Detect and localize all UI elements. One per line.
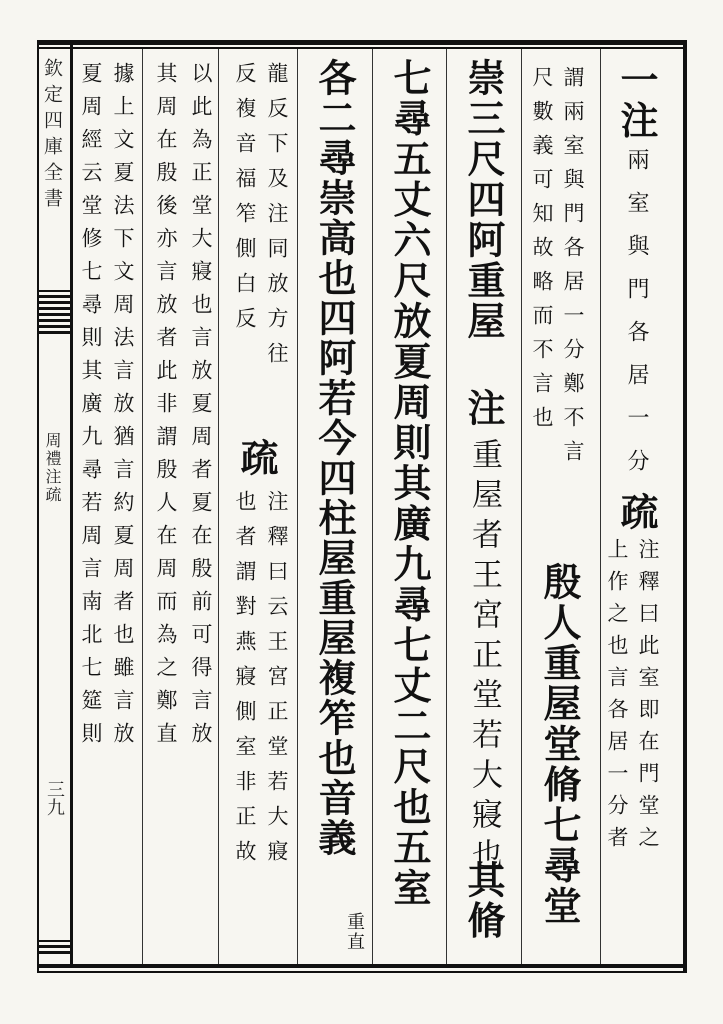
bottom-border	[37, 964, 687, 968]
annotation-text: 兩室與門各居一分	[624, 148, 649, 492]
main-text: 七尋五丈六尺放夏周則其廣九尋七丈二尺也五室	[387, 58, 432, 909]
annotation-text: 也者謂對燕寢側室非正故	[233, 490, 257, 875]
annotation-text: 據上文夏法下文周法言放猶言約夏周者也雖言放	[111, 62, 135, 755]
column-divider	[446, 49, 447, 964]
annotation-text: 重屋者王宮正堂若大寢也	[466, 438, 502, 878]
column-divider	[297, 49, 298, 964]
main-text: 殷人重屋堂脩七尋堂	[537, 562, 582, 927]
column-divider	[372, 49, 373, 964]
fishtail-mark	[39, 290, 70, 334]
annotation-text: 注釋曰云王宮正堂若大寢	[265, 490, 289, 875]
left-border	[37, 40, 39, 973]
annotation-text: 龍反下及注同放方往	[265, 62, 289, 377]
main-text: 各二尋崇高也四阿若今四柱屋重屋複笮也音義	[312, 58, 357, 858]
main-text: 一注	[614, 60, 659, 141]
column-divider	[600, 49, 601, 964]
fishtail-mark-lower	[39, 940, 70, 954]
book-title: 欽定四庫全書	[41, 58, 63, 214]
page-number: 三九	[44, 780, 65, 816]
section-title: 周禮注疏	[43, 432, 62, 504]
annotation-marker: 注	[461, 388, 506, 429]
main-text: 崇三尺四阿重屋	[461, 58, 506, 342]
commentary-marker: 疏	[234, 438, 279, 479]
commentary-marker: 疏	[614, 492, 659, 533]
annotation-text: 其周在殷後亦言放者此非謂殷人在周而為之鄭直	[154, 62, 178, 755]
annotation-text: 以此為正堂大寢也言放夏周者夏在殷前可得言放	[189, 62, 213, 755]
top-border-inner	[37, 47, 687, 49]
annotation-text: 重直	[344, 912, 365, 952]
annotation-text: 謂兩室與門各居一分鄭不言	[561, 66, 585, 474]
column-divider	[142, 49, 143, 964]
right-border	[683, 40, 687, 973]
annotation-text: 夏周經云堂修七尋則其廣九尋若周言南北七筵則	[79, 62, 103, 755]
annotation-text: 注釋曰此室即在門堂之	[636, 538, 660, 858]
top-border	[37, 40, 687, 45]
annotation-text: 反複音福笮側白反	[233, 62, 257, 342]
annotation-text: 尺數義可知故略而不言也	[530, 66, 554, 440]
bottom-border-inner	[37, 971, 687, 973]
column-divider	[218, 49, 219, 964]
gutter-divider	[70, 44, 73, 968]
annotation-text: 上作之也言各居一分者	[605, 538, 629, 858]
main-text: 其脩	[461, 860, 506, 941]
column-divider	[521, 49, 522, 964]
